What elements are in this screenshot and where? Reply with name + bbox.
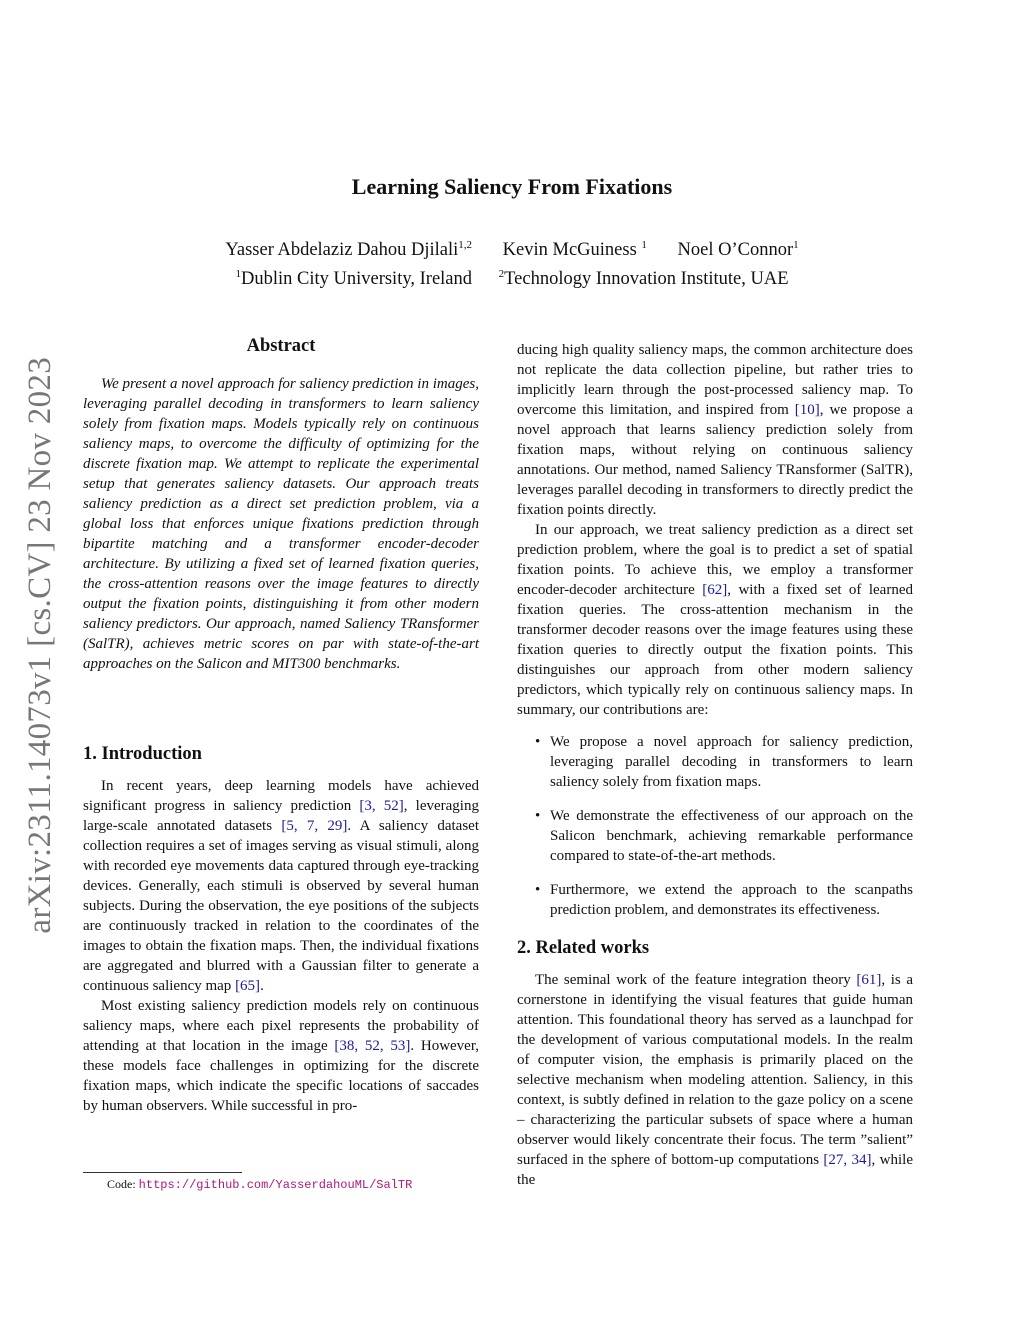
- related-works-heading: 2. Related works: [517, 938, 650, 958]
- intro-p1-text-c: . A saliency dataset collection requires a set of images serving as visual stimuli, along with recorded eye movements data captured through eye-tracking devices. Generally, each stimuli is observed by several human subjects. During the observation, the eye positions of the subjects are continuously tracked in relation to the coordinates of the images to obtain the fixation maps. Then, the individual fixations are aggregated and blurred with a Gaussian filter to generate a continuous saliency map: [83, 818, 480, 994]
- intro-p1-text-b: , leveraging large-scale annotated datasets: [83, 798, 479, 834]
- intro-p1-text-a: In recent years, deep learning models have achieved significant progress in saliency prediction: [83, 778, 479, 814]
- contribution-2: We demonstrate the effectiveness of our approach on the Salicon benchmark, achieving remarkable performance compared to state-of-the-art methods.: [550, 808, 913, 864]
- right-p2-text-b: , with a fixed set of learned fixation queries. The cross-attention mechanism in the transformer decoder reasons over the image features using these fixation queries to directly output the fixation points. This distinguishes our approach from other modern saliency predictors, which typically rely on continuous saliency maps. In summary, our contributions are:: [517, 582, 913, 718]
- list-item: [517, 732, 913, 792]
- intro-p1-text-d: .: [260, 978, 264, 994]
- related-paragraph-1: [517, 970, 913, 1190]
- left-column: [83, 336, 479, 1116]
- bullet-icon: •: [535, 882, 541, 898]
- right-p1-text-b: , we propose a novel approach that learns saliency prediction solely from fixation maps, without relying on continuous saliency annotations. Our method, named Saliency TRansformer (SalTR), leverages parallel decoding in transformers to directly predict the fixation points directly.: [517, 402, 913, 518]
- intro-paragraph-1: [83, 776, 479, 996]
- list-item: [517, 880, 913, 920]
- affiliation-1: [235, 269, 472, 290]
- abstract-text: We present a novel approach for saliency prediction in images, leveraging parallel decoding in transformers to learn saliency solely from fixation maps. Models typically rely on continuous saliency maps, to overcome the difficulty of optimizing for the discrete fixation map. We attempt to replicate the experimental setup that generates saliency datasets. Our approach treats saliency prediction as a direct set prediction problem, via a global loss that enforces unique fixations prediction through bipartite matching and a transformer encoder-decoder architecture. By utilizing a fixed set of learned fixation queries, the cross-attention reasons over the image features to directly output the fixation points, distinguishing it from other modern saliency predictors. Our approach, named Saliency TRansformer (SalTR), achieves metric scores on par with state-of-the-art approaches on the Salicon and MIT300 benchmarks.: [83, 376, 479, 672]
- bullet-icon: •: [535, 808, 541, 824]
- contribution-1: We propose a novel approach for saliency prediction, leveraging parallel decoding in transformers to learn saliency solely from fixation maps.: [550, 734, 913, 790]
- footnote-label: Code:: [107, 1177, 139, 1191]
- footnote: [107, 1177, 412, 1192]
- list-item: [517, 806, 913, 866]
- citation-61[interactable]: [61]: [856, 972, 882, 988]
- right-paragraph-2: [517, 520, 913, 720]
- introduction-heading: 1. Introduction: [83, 744, 202, 764]
- right-paragraph-1: [517, 340, 913, 520]
- author-3-name: Noel O’Connor: [677, 240, 794, 260]
- author-1: [225, 240, 472, 261]
- author-list: [0, 240, 1024, 261]
- citation-27-34[interactable]: [27, 34]: [823, 1152, 872, 1168]
- code-url-link[interactable]: https://github.com/YasserdahouML/SalTR: [138, 1178, 413, 1192]
- abstract-heading: Abstract: [246, 336, 316, 356]
- citation-5-7-29[interactable]: [5, 7, 29]: [281, 818, 348, 834]
- arxiv-identifier-text: arXiv:2311.14073v1 [cs.CV] 23 Nov 2023: [21, 356, 58, 934]
- affiliation-1-name: Dublin City University, Ireland: [240, 269, 473, 289]
- citation-38-52-53[interactable]: [38, 52, 53]: [334, 1038, 411, 1054]
- author-1-name: Yasser Abdelaziz Dahou Djilali: [225, 240, 459, 260]
- affiliation-2-mark: 2: [498, 267, 505, 280]
- intro-paragraph-2: [83, 996, 479, 1116]
- author-1-affil: 1,2: [458, 238, 473, 251]
- affiliation-2-name: Technology Innovation Institute, UAE: [504, 269, 789, 289]
- bullet-icon: •: [535, 734, 541, 750]
- related-p1-text-a: The seminal work of the feature integration theory: [535, 972, 857, 988]
- author-2: [503, 240, 647, 261]
- author-2-affil: 1: [641, 238, 647, 251]
- citation-3-52[interactable]: [3, 52]: [359, 798, 404, 814]
- paper-title: Learning Saliency From Fixations: [351, 174, 673, 199]
- related-p1-text-c: , while the: [517, 1152, 913, 1188]
- intro-p2-text-a: Most existing saliency prediction models rely on continuous saliency maps, where each pixel represents the probability of attending at that location in the image: [83, 998, 479, 1054]
- intro-p2-text-b: . However, these models face challenges in optimizing for the discrete fixation maps, which indicate the specific locations of saccades by human observers. While successful in pro-: [83, 1038, 479, 1114]
- right-p2-text-a: In our approach, we treat saliency prediction as a direct set prediction problem, where the goal is to predict a set of spatial fixation points. To achieve this, we employ a transformer encoder-decoder architecture: [517, 522, 913, 598]
- abstract-section: [83, 336, 479, 674]
- affiliation-1-mark: 1: [235, 267, 241, 280]
- affiliation-2: [499, 269, 789, 290]
- footnote-divider: [83, 1172, 242, 1173]
- author-3-affil: 1: [793, 238, 799, 251]
- contribution-3: Furthermore, we extend the approach to the scanpaths prediction problem, and demonstrates its effectiveness.: [550, 882, 913, 918]
- affiliation-list: [0, 269, 1024, 290]
- right-p1-text-a: ducing high quality saliency maps, the common architecture does not replicate the data collection pipeline, but rather tries to implicitly learn through the post-processed saliency map. To overcome this limitation, and inspired from: [517, 342, 913, 418]
- arxiv-identifier: [18, 345, 62, 945]
- citation-65[interactable]: [65]: [235, 978, 261, 994]
- author-3: [678, 240, 799, 261]
- author-2-name: Kevin McGuiness: [502, 240, 642, 260]
- related-p1-text-b: , is a cornerstone in identifying the visual features that guide human attention. This foundational theory has served as a launchpad for the development of various computational models. In the realm of computer vision, the emphasis is primarily placed on the selective mechanism when modeling attention. Saliency, in this context, is subtly defined in relation to the gaze policy on a scene – characterizing the particular subsets of space where a human observer would likely concentrate their focus. The term ”salient” surfaced in the sphere of bottom-up computations: [517, 972, 913, 1168]
- contributions-list: [517, 732, 913, 920]
- citation-10[interactable]: [10]: [794, 402, 820, 418]
- right-column: [517, 340, 913, 1190]
- citation-62[interactable]: [62]: [702, 582, 728, 598]
